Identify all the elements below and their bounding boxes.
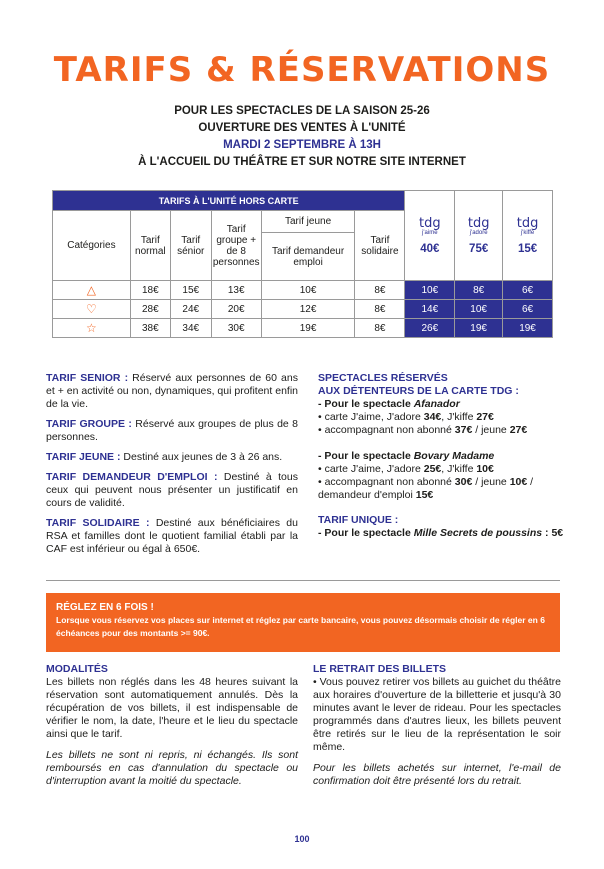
table-row [53, 281, 553, 300]
retrait-note: Pour les billets achetés sur internet, l'e-mail de confirmation doit être présenté lors du retrait. [313, 762, 561, 787]
tarif-solidaire [46, 517, 298, 556]
tdg-sub: j'kiffe [520, 229, 535, 236]
price: 10€ [509, 476, 528, 488]
col-jeune: Tarif jeune [261, 211, 355, 233]
tdg-price: 75€ [469, 242, 489, 255]
cell: 38€ [130, 319, 170, 338]
cell: 10€ [261, 281, 355, 300]
cell: 15€ [170, 281, 211, 300]
price: 27€ [476, 411, 494, 423]
text: • carte J'aime, J'adore [318, 411, 424, 423]
tdg-logo-icon: tdg [467, 215, 490, 231]
show-afanador [318, 398, 564, 411]
tarif-descriptions [46, 372, 298, 563]
page-number: 100 [294, 834, 310, 844]
col-senior: Tarif sénior [170, 211, 211, 281]
cell: 8€ [355, 319, 405, 338]
tdg-jadore-header [455, 191, 503, 281]
tdg-jaime-header [405, 191, 455, 281]
show-name: Mille Secrets de poussins [413, 527, 543, 539]
cell: 18€ [130, 281, 170, 300]
text: • accompagnant non abonné [318, 476, 455, 488]
cell: 20€ [211, 300, 261, 319]
heart-icon: ♡ [53, 300, 131, 319]
bovary-line-1 [318, 463, 564, 476]
tarif-solidaire-heading: TARIF SOLIDAIRE : [46, 517, 150, 529]
cell: 24€ [170, 300, 211, 319]
tarif-senior [46, 372, 298, 411]
star-icon: ☆ [53, 319, 131, 338]
show-prefix: - Pour le spectacle [318, 398, 414, 410]
cell: 10€ [455, 300, 503, 319]
tarif-unique-heading: TARIF UNIQUE : [318, 514, 399, 526]
tarif-demandeur-text: Destiné à tous ceux qui peuvent nous présenter un justificatif en cours de validité. [46, 471, 298, 509]
show-name: Afanador [413, 398, 460, 410]
tdg-sub: j'aime [422, 229, 438, 236]
reserved-heading-2: AUX DÉTENTEURS DE LA CARTE TDG : [318, 385, 519, 397]
cell: 30€ [211, 319, 261, 338]
cell: 8€ [455, 281, 503, 300]
triangle-icon: △ [53, 281, 131, 300]
text: / jeune [472, 476, 510, 488]
tdg-logo-icon: tdg [418, 215, 441, 231]
show-bovary [318, 450, 564, 463]
payment-banner [46, 593, 560, 652]
intro-line-4: À L'ACCUEIL DU THÉÂTRE ET SUR NOTRE SITE INTERNET [138, 156, 466, 168]
text: , J'kiffe [441, 463, 477, 475]
intro-block [0, 103, 604, 171]
show-prefix: - Pour le spectacle [318, 450, 414, 462]
tdg-price: 15€ [517, 242, 538, 255]
price: 34€ [423, 411, 442, 423]
tarif-jeune-text: Destiné aux jeunes de 3 à 26 ans. [120, 451, 283, 463]
reserved-heading-1: SPECTACLES RÉSERVÉS [318, 372, 448, 384]
col-normal: Tarif normal [130, 211, 170, 281]
intro-date: MARDI 2 SEPTEMBRE À 13H [223, 139, 381, 151]
cell: 13€ [211, 281, 261, 300]
cell: 6€ [503, 281, 553, 300]
cell: 12€ [261, 300, 355, 319]
cell: 8€ [355, 281, 405, 300]
modalites-section [46, 663, 298, 796]
tarif-groupe-heading: TARIF GROUPE : [46, 418, 132, 430]
show-name: Bovary Madame [413, 450, 495, 462]
modalites-paragraph: Les billets non réglés dans les 48 heures suivant la réservation sont automatiquement annulés. Dès la récupération de vos billets, il est indispensable de vérifier le nom, la date, l'heure et le lieu du spectacle ainsi que le tarif. [46, 676, 298, 740]
price: 27€ [509, 424, 528, 436]
text: / demandeur d'emploi [318, 476, 534, 501]
tdg-logo-icon: tdg [516, 215, 539, 231]
tarif-senior-heading: TARIF SENIOR : [46, 372, 129, 384]
tdg-price: 40€ [420, 242, 440, 255]
tarif-senior-text: Réservé aux personnes de 60 ans et + en activité ou non, dynamiques, qui profitent enfin de la vie. [46, 372, 298, 410]
cell: 19€ [503, 319, 553, 338]
cell: 10€ [405, 281, 455, 300]
text: , J'kiffe [441, 411, 477, 423]
table-row [53, 300, 553, 319]
tarif-demandeur [46, 471, 298, 510]
cell: 8€ [355, 300, 405, 319]
price: : 5€ [542, 527, 564, 539]
col-solidaire: Tarif solidaire [355, 211, 405, 281]
table-row [53, 319, 553, 338]
text: • carte J'aime, J'adore [318, 463, 424, 475]
tarif-jeune-heading: TARIF JEUNE : [46, 451, 121, 463]
tarif-groupe [46, 418, 298, 444]
col-categories: Catégories [53, 211, 131, 281]
table-header-main: TARIFS À L'UNITÉ HORS CARTE [53, 191, 405, 211]
spectacles-reserves [318, 372, 564, 540]
text: / jeune [472, 424, 510, 436]
tarif-jeune [46, 451, 298, 464]
afanador-line-1 [318, 411, 564, 424]
intro-line-1: POUR LES SPECTACLES DE LA SAISON 25-26 [174, 105, 430, 117]
page-title: TARIFS & RÉSERVATIONS [53, 50, 551, 90]
divider [46, 580, 560, 581]
tarif-groupe-text: Réservé aux groupes de plus de 8 personnes. [46, 418, 298, 443]
price: 15€ [415, 489, 434, 501]
show-prefix: - Pour le spectacle [318, 527, 414, 539]
payment-banner-text: Lorsque vous réservez vos places sur internet et réglez par carte bancaire, vous pouvez désormais choisir de régler en 6 échéances pour des montants >= 90€. [56, 615, 545, 638]
cell: 26€ [405, 319, 455, 338]
price: 25€ [423, 463, 442, 475]
tarif-solidaire-text: Destiné aux bénéficiaires du RSA et familles dont le quotient familial établi par la CAF est inférieur ou égal à 650€. [46, 517, 298, 555]
cell: 34€ [170, 319, 211, 338]
tarifs-table [52, 190, 553, 338]
price: 30€ [454, 476, 473, 488]
cell: 14€ [405, 300, 455, 319]
cell: 19€ [455, 319, 503, 338]
modalites-note: Les billets ne sont ni repris, ni échangés. Ils sont remboursés en cas d'annulation du spectacle ou d'interruption avant la moitié du spectacle. [46, 749, 298, 787]
text: • accompagnant non abonné [318, 424, 455, 436]
cell: 6€ [503, 300, 553, 319]
price: 37€ [454, 424, 473, 436]
cell: 19€ [261, 319, 355, 338]
bovary-line-2 [318, 476, 564, 502]
modalites-heading: MODALITÉS [46, 663, 108, 675]
col-demandeur: Tarif demandeur emploi [261, 233, 355, 281]
tarif-unique-line [318, 527, 564, 540]
price: 10€ [476, 463, 494, 475]
tarif-demandeur-heading: TARIF DEMANDEUR D'EMPLOI : [46, 471, 218, 483]
payment-banner-title: RÉGLEZ EN 6 FOIS ! [56, 602, 154, 613]
cell: 28€ [130, 300, 170, 319]
retrait-heading: LE RETRAIT DES BILLETS [313, 663, 447, 675]
retrait-paragraph: • Vous pouvez retirer vos billets au guichet du théâtre aux horaires d'ouverture de la billetterie et jusqu'à 30 minutes avant le lever de rideau. Pour les spectacles programmés dans d'autres lieux, les billets peuvent être retirés sur le lieu de la représentation le soir même. [313, 676, 561, 753]
tdg-jkiffe-header [503, 191, 553, 281]
retrait-section [313, 663, 561, 796]
afanador-line-2 [318, 424, 564, 437]
intro-line-2: OUVERTURE DES VENTES À L'UNITÉ [198, 122, 406, 134]
tdg-sub: j'adore [469, 229, 488, 236]
col-groupe: Tarif groupe + de 8 personnes [211, 211, 261, 281]
